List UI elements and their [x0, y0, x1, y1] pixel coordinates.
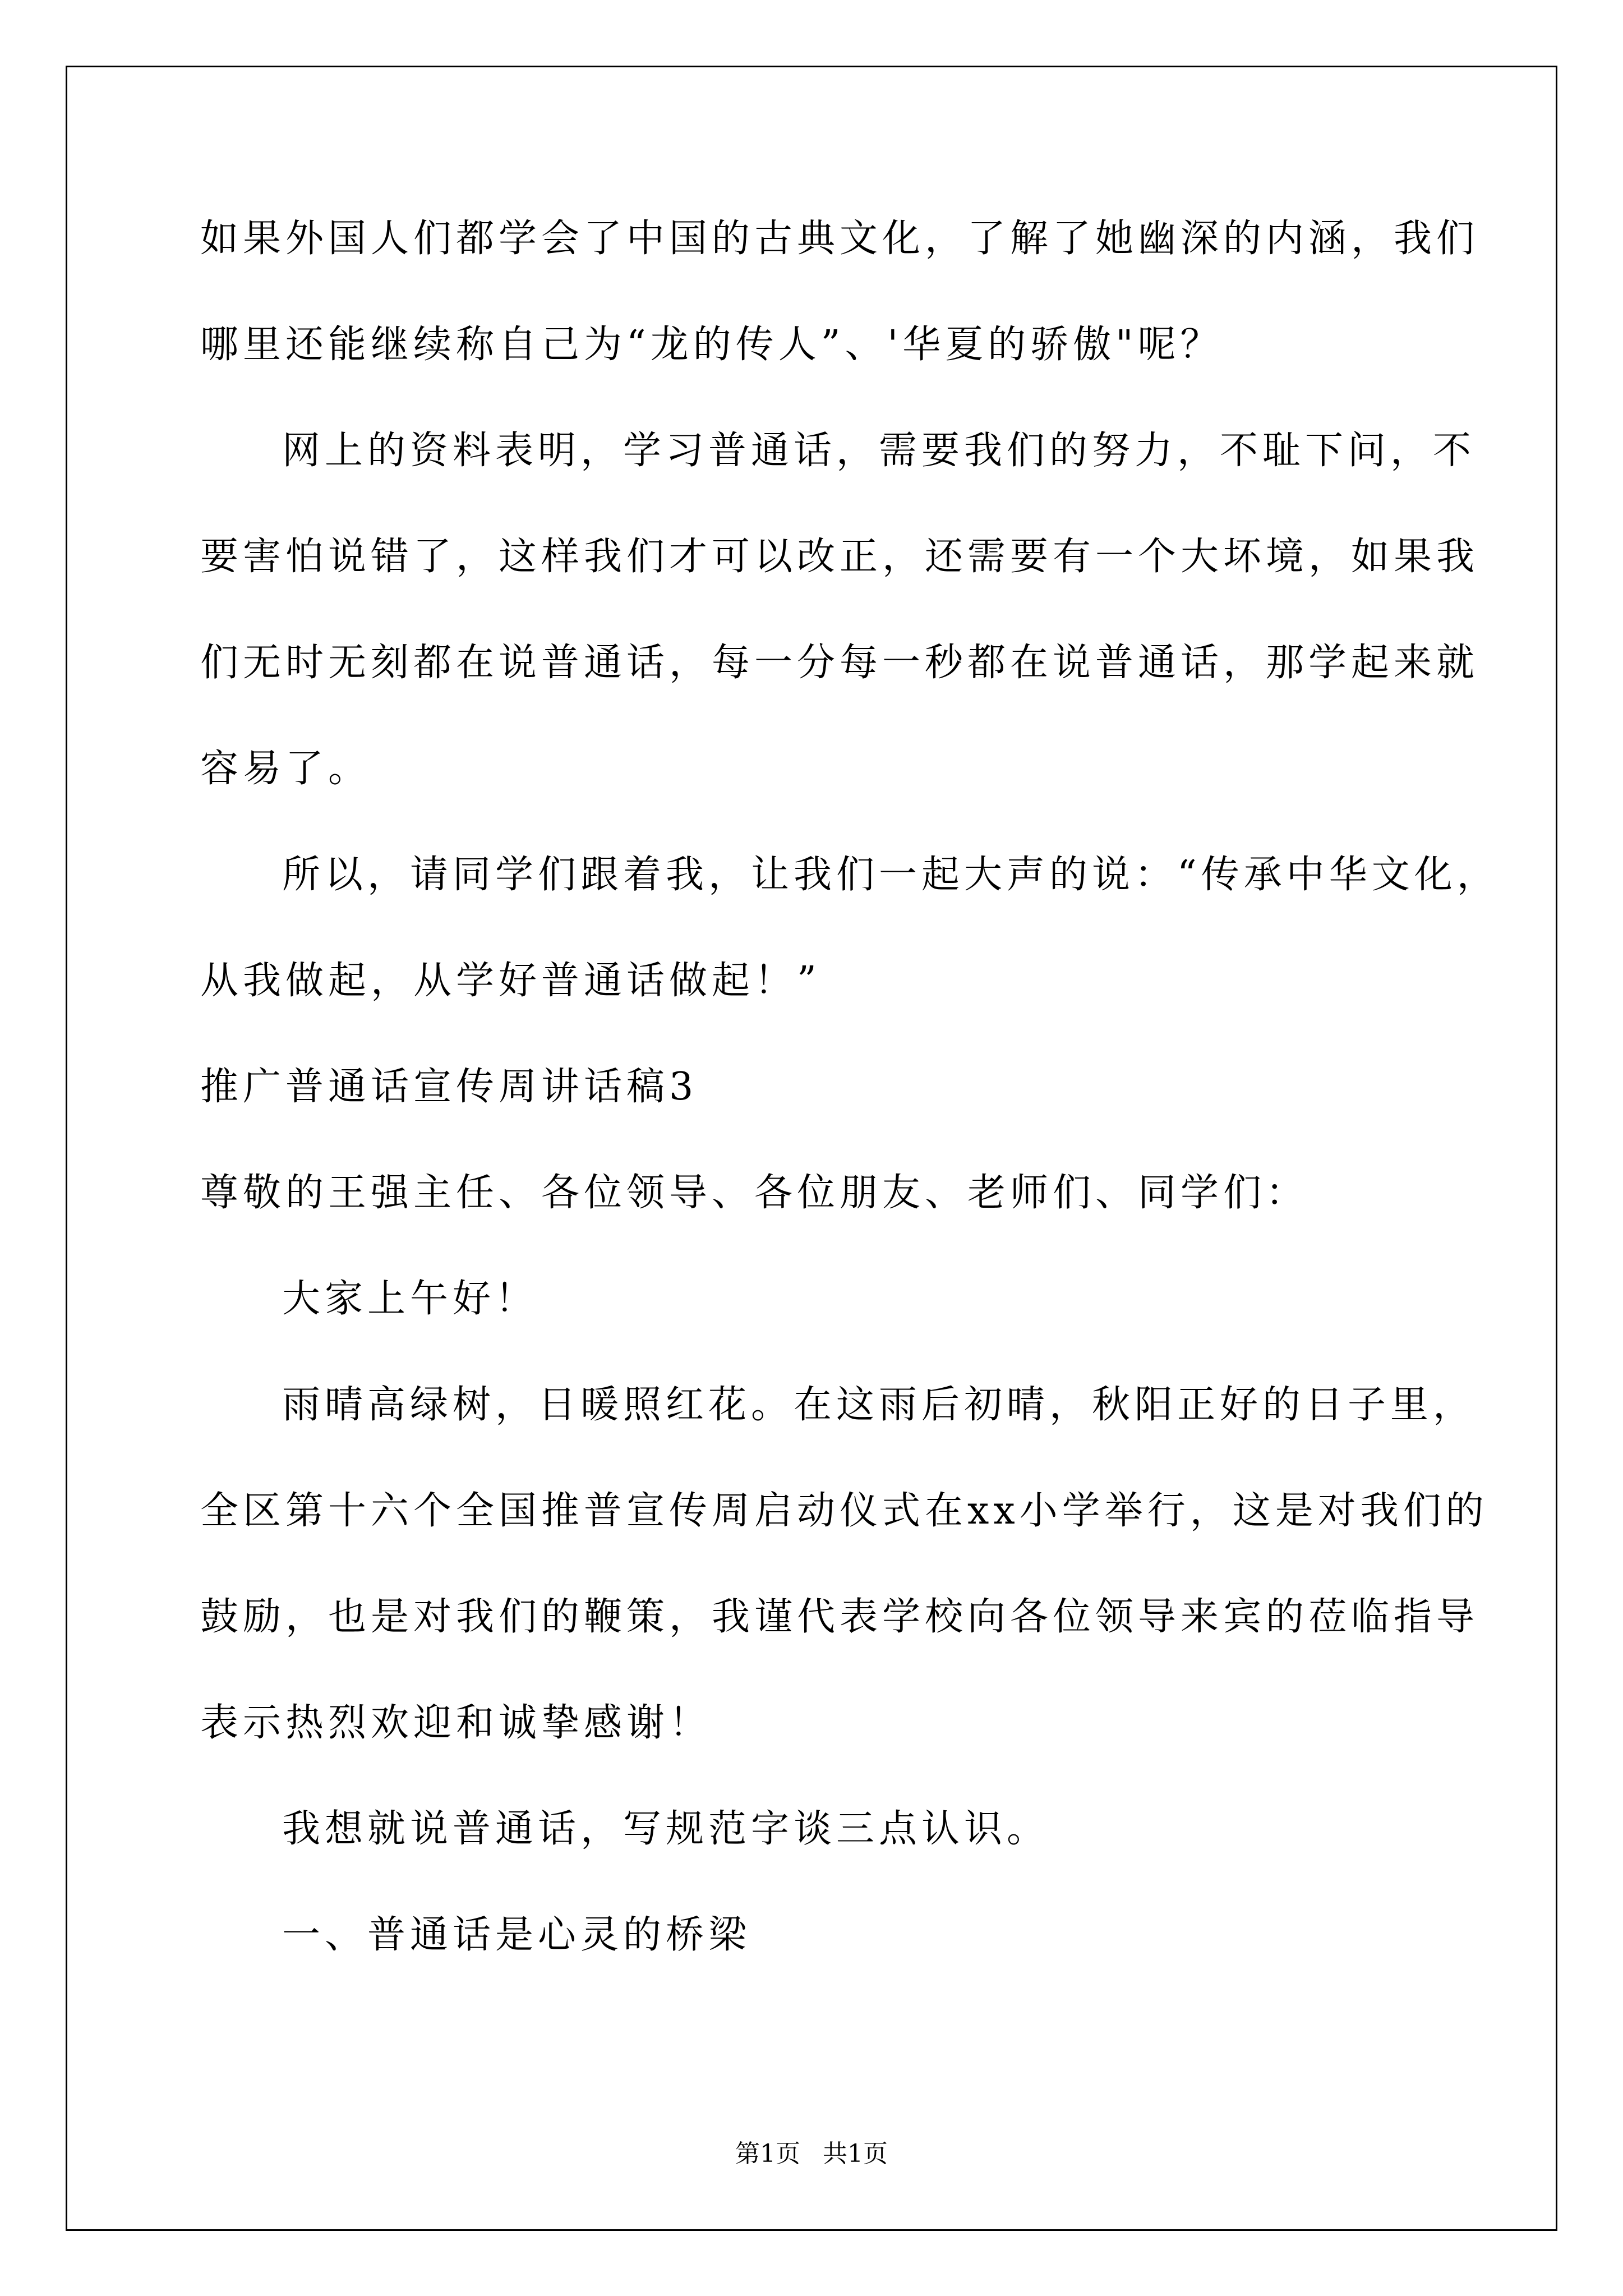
greeting: 大家上午好！ — [282, 1277, 538, 1321]
text-line: 网上的资料表明，学习普通话，需要我们的努力，不耻下问，不 — [282, 429, 1476, 473]
text-line: 容易了。 — [200, 747, 371, 791]
text-line: 表示热烈欢迎和诚挚感谢！ — [200, 1701, 712, 1745]
text-line: 从我做起，从学好普通话做起！” — [200, 959, 821, 1003]
page-footer — [0, 2141, 1623, 2168]
text-line: 哪里还能继续称自己为“龙的传人”、'华夏的骄傲"呢？ — [200, 323, 1223, 367]
page-total: 共1页 — [823, 2139, 888, 2168]
text-line: 雨晴高绿树，日暖照红花。在这雨后初晴，秋阳正好的日子里， — [282, 1383, 1476, 1427]
text-line: 所以，请同学们跟着我，让我们一起大声的说：“传承中华文化， — [282, 853, 1500, 897]
text-line: 鼓励，也是对我们的鞭策，我谨代表学校向各位领导来宾的莅临指导 — [200, 1595, 1479, 1639]
salutation: 尊敬的王强主任、各位领导、各位朋友、老师们、同学们： — [200, 1171, 1309, 1215]
section-heading: 推广普通话宣传周讲话稿3 — [200, 1065, 698, 1109]
page-number: 第1页 — [735, 2139, 800, 2168]
text-line: 如果外国人们都学会了中国的古典文化，了解了她幽深的内涵，我们 — [200, 217, 1479, 261]
text-line: 们无时无刻都在说普通话，每一分每一秒都在说普通话，那学起来就 — [200, 641, 1479, 685]
document-body — [200, 217, 1500, 2022]
subheading: 一、普通话是心灵的桥梁 — [282, 1913, 751, 1957]
text-line: 要害怕说错了，这样我们才可以改正，还需要有一个大坏境，如果我 — [200, 535, 1479, 579]
text-line: 我想就说普通话，写规范字谈三点认识。 — [282, 1807, 1050, 1851]
text-line: 全区第十六个全国推普宣传周启动仪式在xx小学举行，这是对我们的 — [200, 1489, 1488, 1533]
